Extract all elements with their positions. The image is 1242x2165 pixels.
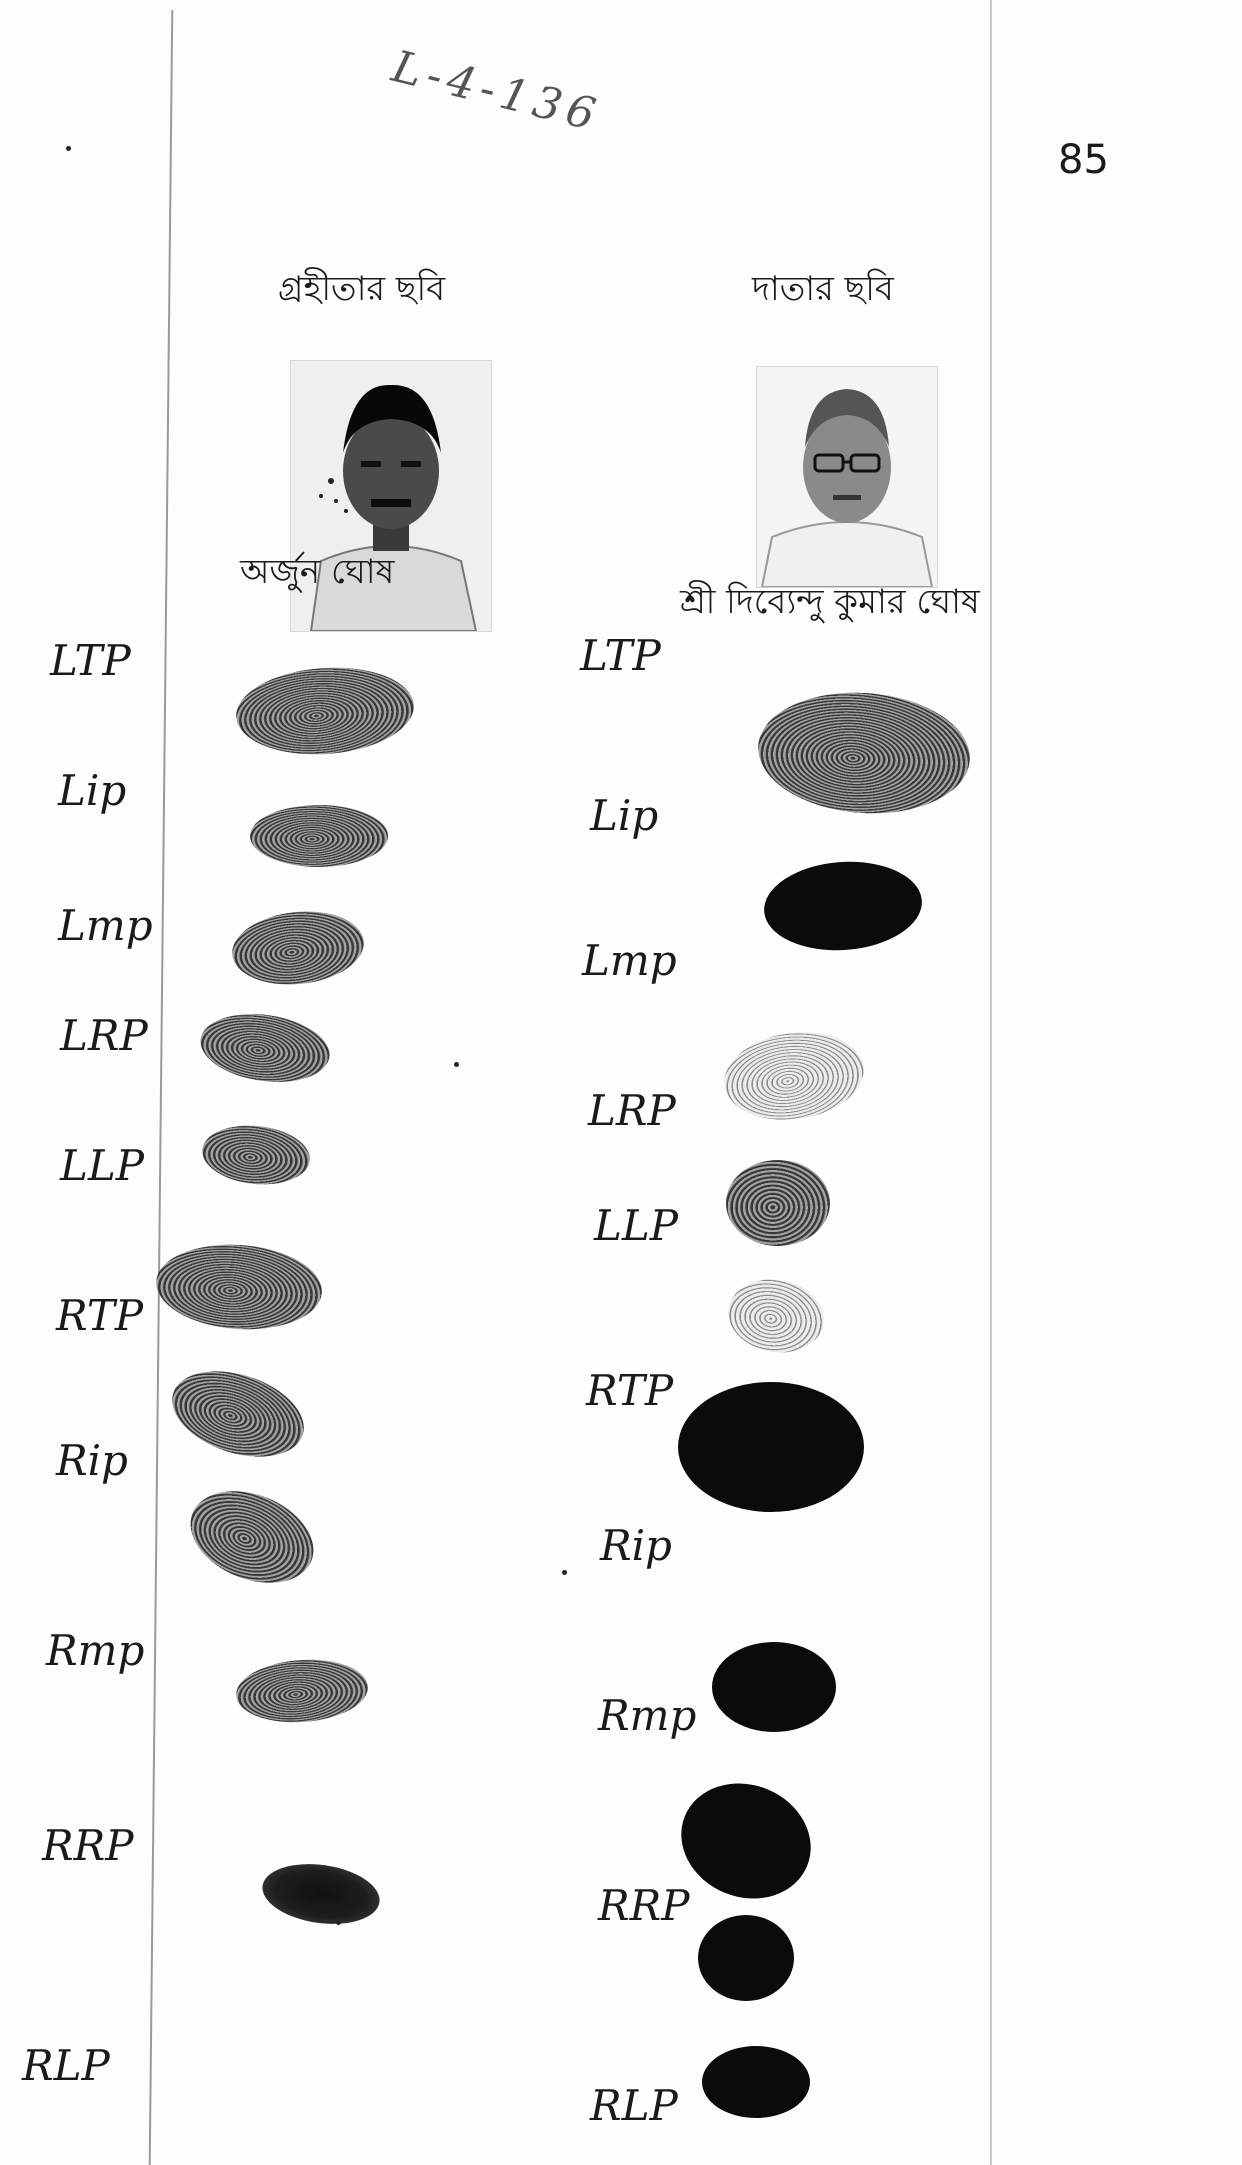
right-fingerprint-3: [719, 1024, 870, 1129]
left-fingerprint-2: [250, 805, 388, 867]
right-fingerprint-10: [702, 2046, 810, 2118]
right-label-rrp: RRP: [598, 1881, 690, 1930]
left-label-llp: LLP: [60, 1141, 145, 1190]
right-label-lrp: LRP: [588, 1086, 676, 1135]
donor-photo: [756, 366, 938, 588]
left-fingerprint-9: [234, 1655, 370, 1726]
left-fingerprint-7: [161, 1356, 314, 1472]
ink-speck: [336, 1920, 341, 1925]
left-label-rrp: RRP: [42, 1821, 134, 1870]
right-label-rmp: Rmp: [598, 1691, 697, 1740]
right-label-llp: LLP: [594, 1201, 679, 1250]
left-fingerprint-5: [199, 1121, 312, 1190]
left-label-lip: Lip: [58, 766, 127, 815]
recipient-name-signature: অর্জুন ঘোষ: [240, 552, 395, 592]
donor-name-signature: শ্রী দিব্যেন্দু কুমার ঘোষ: [680, 582, 980, 622]
left-fingerprint-8: [177, 1474, 327, 1600]
left-fingerprint-4: [196, 1006, 334, 1089]
left-label-lmp: Lmp: [58, 901, 153, 950]
left-label-ltp: LTP: [50, 636, 131, 685]
left-label-rtp: RTP: [56, 1291, 144, 1340]
reference-number: L-4-136: [387, 41, 607, 143]
ink-speck: [562, 1570, 567, 1575]
right-margin-line: [990, 0, 992, 2165]
right-label-ltp: LTP: [580, 631, 661, 680]
right-fingerprint-4: [726, 1160, 830, 1246]
right-label-rip: Rip: [600, 1521, 672, 1570]
right-fingerprint-5: [722, 1272, 829, 1360]
right-fingerprint-6: [678, 1382, 864, 1512]
ink-speck: [66, 146, 71, 151]
ink-speck: [454, 1062, 459, 1067]
left-fingerprint-10: [259, 1857, 384, 1931]
left-fingerprint-3: [229, 905, 368, 990]
recipient-photo-heading: গ্রহীতার ছবি: [278, 269, 446, 309]
donor-portrait-image: [757, 367, 937, 587]
left-label-rlp: RLP: [22, 2041, 110, 2090]
left-margin-line: [149, 10, 174, 2165]
page-number: 85: [1058, 137, 1109, 183]
left-fingerprint-6: [153, 1239, 324, 1334]
left-label-rmp: Rmp: [46, 1626, 145, 1675]
left-fingerprint-1: [233, 662, 417, 760]
donor-photo-heading: দাতার ছবি: [752, 269, 894, 309]
left-label-rip: Rip: [56, 1436, 128, 1485]
right-label-rtp: RTP: [586, 1366, 674, 1415]
right-fingerprint-1: [754, 686, 974, 820]
right-fingerprint-7: [712, 1642, 836, 1732]
right-label-lmp: Lmp: [582, 936, 677, 985]
right-label-rlp: RLP: [590, 2081, 678, 2130]
right-fingerprint-9: [698, 1915, 794, 2001]
right-fingerprint-2: [761, 857, 925, 956]
left-label-lrp: LRP: [60, 1011, 148, 1060]
right-label-lip: Lip: [590, 791, 659, 840]
